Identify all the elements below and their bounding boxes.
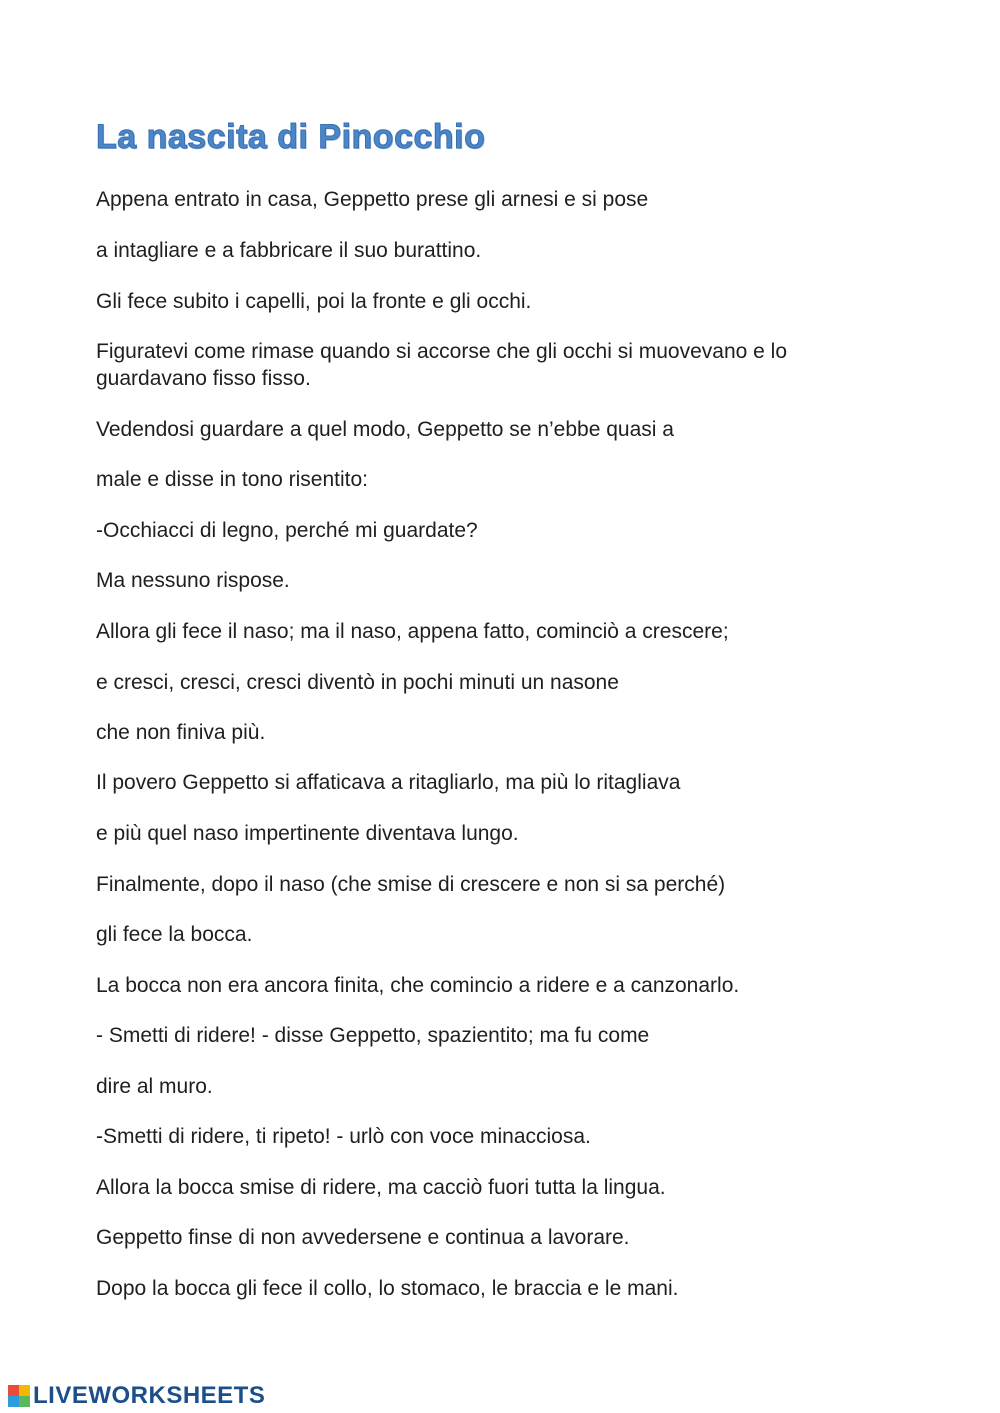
paragraph: -Occhiacci di legno, perché mi guardate? (96, 519, 478, 542)
paragraph: Figuratevi come rimase quando si accorse che gli occhi si muovevano e lo guardavano fisso fisso. (96, 340, 788, 390)
paragraph: e più quel naso impertinente diventava lungo. (96, 822, 519, 845)
page-title: La nascita di Pinocchio (96, 118, 486, 156)
paragraph: Vedendosi guardare a quel modo, Geppetto se n’ebbe quasi a (96, 418, 674, 441)
paragraph: Allora gli fece il naso; ma il naso, appena fatto, cominciò a crescere; (96, 620, 729, 643)
paragraph: Geppetto finse di non avvedersene e continua a lavorare. (96, 1226, 630, 1249)
paragraph: La bocca non era ancora finita, che comincio a ridere e a canzonarlo. (96, 974, 740, 997)
paragraph: - Smetti di ridere! - disse Geppetto, spazientito; ma fu come (96, 1024, 650, 1047)
paragraph: Allora la bocca smise di ridere, ma cacciò fuori tutta la lingua. (96, 1176, 666, 1199)
paragraph: male e disse in tono risentito: (96, 468, 368, 491)
paragraph: Gli fece subito i capelli, poi la fronte e gli occhi. (96, 290, 532, 313)
logo-text: LIVEWORKSHEETS (33, 1382, 266, 1409)
liveworksheets-logo-icon (8, 1385, 30, 1407)
paragraph: Appena entrato in casa, Geppetto prese gli arnesi e si pose (96, 188, 649, 211)
paragraph: Ma nessuno rispose. (96, 569, 290, 592)
paragraph: Il povero Geppetto si affaticava a ritagliarlo, ma più lo ritagliava (96, 771, 681, 794)
paragraph: Finalmente, dopo il naso (che smise di crescere e non si sa perché) (96, 873, 726, 896)
paragraph: a intagliare e a fabbricare il suo burattino. (96, 239, 482, 262)
paragraph: -Smetti di ridere, ti ripeto! - urlò con voce minacciosa. (96, 1125, 591, 1148)
paragraph: e cresci, cresci, cresci diventò in pochi minuti un nasone (96, 671, 619, 694)
paragraph: che non finiva più. (96, 721, 266, 744)
paragraph: Dopo la bocca gli fece il collo, lo stomaco, le braccia e le mani. (96, 1277, 679, 1300)
liveworksheets-logo[interactable] (8, 1381, 265, 1411)
paragraph: gli fece la bocca. (96, 923, 253, 946)
paragraph: dire al muro. (96, 1075, 213, 1098)
